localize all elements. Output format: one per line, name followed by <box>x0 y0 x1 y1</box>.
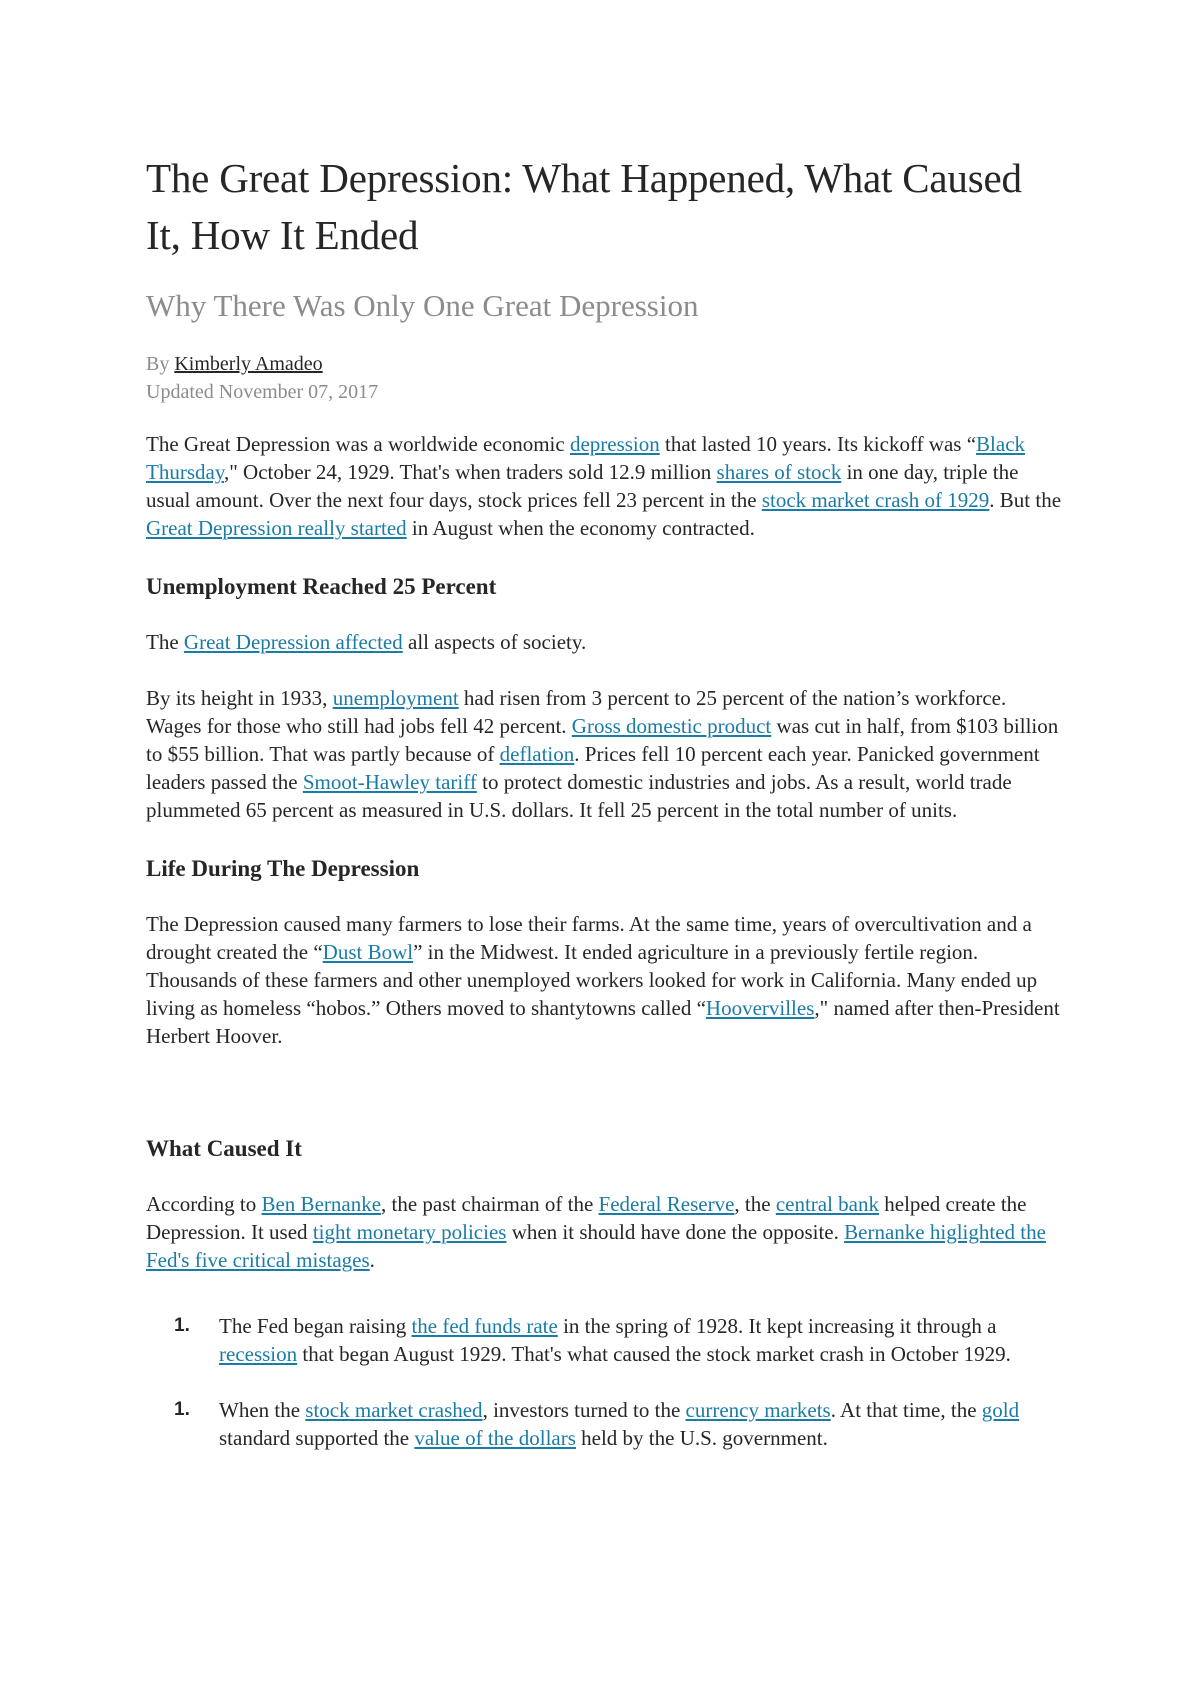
byline-prefix: By <box>146 353 175 375</box>
heading-what-caused-it: What Caused It <box>146 1136 302 1161</box>
causes-text-2: , the past chairman of the <box>381 1192 599 1216</box>
link-ben-bernanke[interactable]: Ben Bernanke <box>261 1192 382 1216</box>
list2-text-1: When the <box>219 1398 306 1422</box>
causes-text-4: helped create the Depression. It used <box>146 1192 1027 1244</box>
link-great-depression-affected[interactable]: Great Depression affected <box>183 630 403 654</box>
unemployment-p2-text-2: had risen from 3 percent to 25 percent of the nation’s workforce. Wages for those who still had jobs fell 42 percent. <box>146 686 1007 738</box>
link-hoovervilles[interactable]: Hoovervilles <box>705 996 815 1020</box>
link-black-thursday[interactable]: Black Thursday <box>146 432 1026 484</box>
list-item <box>146 1312 1066 1368</box>
unemployment-paragraph-2 <box>146 684 1066 824</box>
intro-text-4: in one day, triple the usual amount. Over the next four days, stock prices fell 23 percent in the <box>146 460 1019 512</box>
link-smoot-hawley-tariff[interactable]: Smoot-Hawley tariff <box>302 770 477 794</box>
causes-text-1: According to <box>146 1192 262 1216</box>
link-depression[interactable]: depression <box>569 432 660 456</box>
list1-text-1: The Fed began raising <box>219 1314 412 1338</box>
list2-text-5: held by the U.S. government. <box>575 1426 828 1450</box>
causes-text-5: when it should have done the opposite. <box>506 1220 845 1244</box>
author-link[interactable]: Kimberly Amadeo <box>174 353 323 375</box>
unemployment-p1-text-1: The <box>146 630 184 654</box>
heading-unemployment: Unemployment Reached 25 Percent <box>146 574 497 599</box>
link-dust-bowl[interactable]: Dust Bowl <box>322 940 414 964</box>
article <box>146 150 1066 1452</box>
causes-text-3: , the <box>734 1192 776 1216</box>
link-fed-funds-rate[interactable]: the fed funds rate <box>411 1314 558 1338</box>
link-tight-monetary-policies[interactable]: tight monetary policies <box>312 1220 507 1244</box>
life-paragraph <box>146 910 1066 1050</box>
link-currency-markets[interactable]: currency markets <box>685 1398 831 1422</box>
byline <box>146 350 1066 378</box>
life-text-3: ," named after then-President Herbert Hoover. <box>146 996 1060 1048</box>
life-text-1: The Depression caused many farmers to lose their farms. At the same time, years of overcultivation and a drought created the “ <box>146 912 1032 964</box>
unemployment-paragraph-1 <box>146 628 1066 656</box>
heading-life-during-depression: Life During The Depression <box>146 856 420 881</box>
unemployment-p1-text-2: all aspects of society. <box>402 630 587 654</box>
causes-text-6: . <box>369 1248 375 1272</box>
link-federal-reserve[interactable]: Federal Reserve <box>598 1192 735 1216</box>
link-recession[interactable]: recession <box>219 1342 298 1366</box>
intro-text-1: The Great Depression was a worldwide economic <box>146 432 570 456</box>
link-stock-market-crash-1929[interactable]: stock market crash of 1929 <box>761 488 990 512</box>
list-item-number: 1. <box>174 1399 190 1420</box>
mistakes-list <box>146 1312 1066 1452</box>
intro-paragraph <box>146 430 1066 542</box>
intro-text-6: in August when the economy contracted. <box>406 516 755 540</box>
page-subtitle: Why There Was Only One Great Depression <box>146 288 699 323</box>
unemployment-p2-text-5: to protect domestic industries and jobs. As a result, world trade plummeted 65 percent as measured in U.S. dollars. It fell 25 percent in the total number of units. <box>146 770 1012 822</box>
link-central-bank[interactable]: central bank <box>775 1192 880 1216</box>
causes-paragraph <box>146 1190 1066 1274</box>
unemployment-p2-text-4: . Prices fell 10 percent each year. Panicked government leaders passed the <box>146 742 1040 794</box>
intro-text-3: ," October 24, 1929. That's when traders sold 12.9 million <box>223 460 717 484</box>
list-item <box>146 1396 1066 1452</box>
link-gold[interactable]: gold <box>981 1398 1020 1422</box>
link-stock-market-crashed[interactable]: stock market crashed <box>305 1398 483 1422</box>
link-value-of-dollars[interactable]: value of the dollars <box>414 1426 576 1450</box>
updated-date: Updated November 07, 2017 <box>146 381 379 403</box>
link-great-depression-started[interactable]: Great Depression really started <box>146 516 407 540</box>
page-title: The Great Depression: What Happened, What Caused It, How It Ended <box>146 155 1022 258</box>
list2-text-3: . At that time, the <box>830 1398 982 1422</box>
life-text-2: ” in the Midwest. It ended agriculture in a previously fertile region. Thousands of these farmers and other unemployed workers looked for work in California. Many ended up living as homeless “hobos.” Others moved to shantytowns called “ <box>146 940 1038 1020</box>
list2-text-4: standard supported the <box>219 1426 415 1450</box>
intro-text-5: . But the <box>989 488 1062 512</box>
link-gross-domestic-product[interactable]: Gross domestic product <box>571 714 772 738</box>
list-item-number: 1. <box>174 1315 190 1336</box>
unemployment-p2-text-1: By its height in 1933, <box>146 686 333 710</box>
list1-text-2: in the spring of 1928. It kept increasing it through a <box>557 1314 997 1338</box>
list1-text-3: that began August 1929. That's what caused the stock market crash in October 1929. <box>297 1342 1011 1366</box>
link-bernanke-five-mistakes[interactable]: Bernanke higlighted the Fed's five critical mistages <box>146 1220 1046 1272</box>
link-deflation[interactable]: deflation <box>499 742 575 766</box>
unemployment-p2-text-3: was cut in half, from $103 billion to $55 billion. That was partly because of <box>146 714 1059 766</box>
list2-text-2: , investors turned to the <box>482 1398 686 1422</box>
intro-text-2: that lasted 10 years. Its kickoff was “ <box>659 432 977 456</box>
link-unemployment[interactable]: unemployment <box>332 686 459 710</box>
link-shares-of-stock[interactable]: shares of stock <box>716 460 842 484</box>
